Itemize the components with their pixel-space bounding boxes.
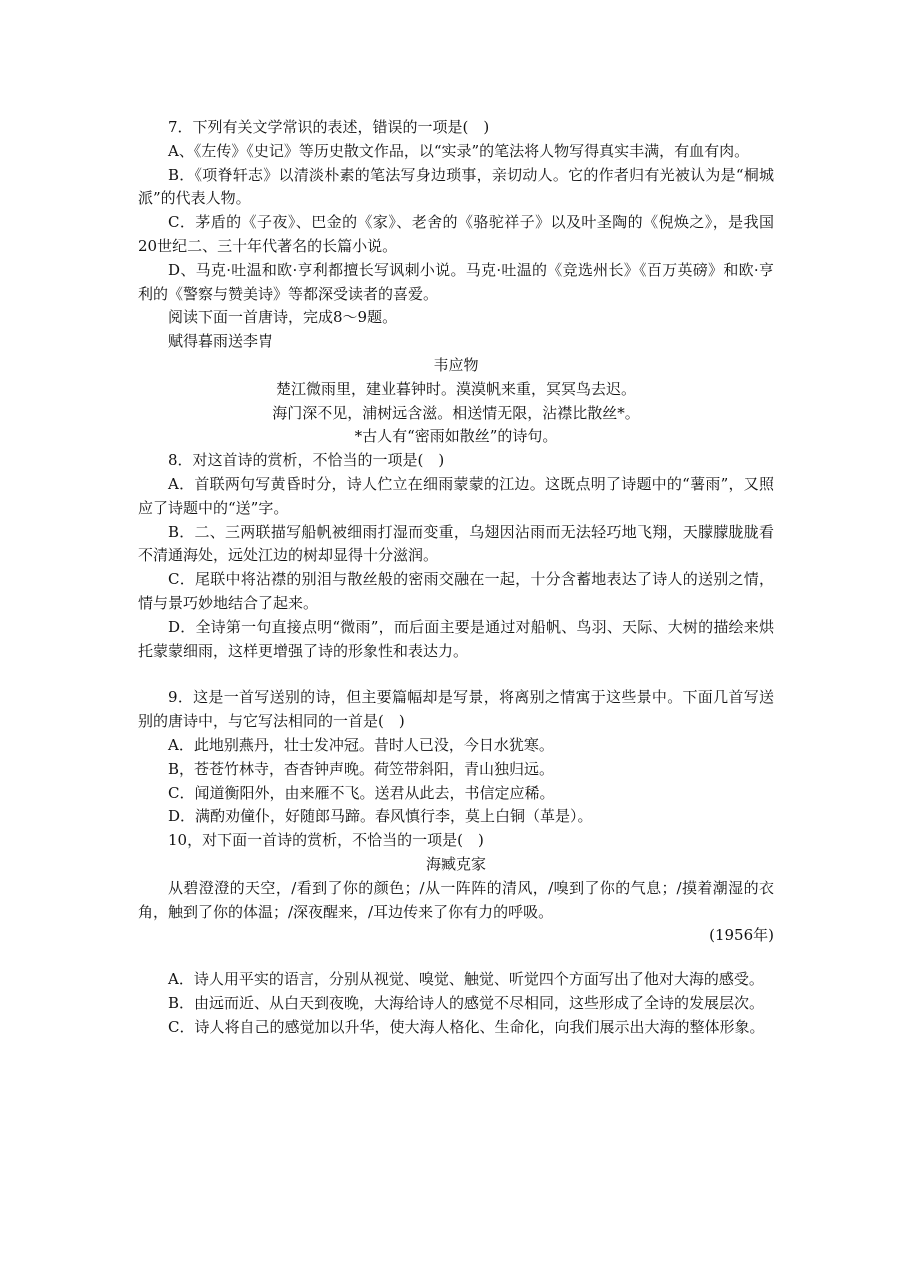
- q10-stem: 10，对下面一首诗的赏析，不恰当的一项是( ): [168, 831, 484, 850]
- q10-poem-body: 从碧澄澄的天空，/看到了你的颜色；/从一阵阵的清风，/嗅到了你的气息；/摸着潮湿的衣角，触到了你的体温；/深夜醒来，/耳边传来了你有力的呼吸。: [138, 878, 774, 921]
- spacer: [138, 948, 774, 968]
- poem-line-1: 楚江微雨里，建业暮钟时。漠漠帆来重，冥冥鸟去迟。: [275, 379, 636, 398]
- q10-option-b: B．由远而近、从白天到夜晚，大海给诗人的感觉不尽相同，这些形成了全诗的发展层次。: [168, 993, 765, 1012]
- q7-option-d: D、马克·吐温和欧·亨利都擅长写讽刺小说。马克·吐温的《竞选州长》《百万英磅》和欧·亨利的《警察与赞美诗》等都深受读者的喜爱。: [138, 260, 774, 303]
- q9-option-b: B，苍苍竹林寺，杳杳钟声晚。荷笠带斜阳，青山独归远。: [168, 759, 555, 778]
- q9-option-d: D．满酌劝僮仆，好随郎马蹄。春风慎行李，莫上白铜（革是）。: [168, 807, 593, 826]
- q10-poem-year: (1956年): [709, 926, 774, 945]
- q8-option-a: A．首联两句写黄昏时分，诗人伫立在细雨蒙蒙的江边。这既点明了诗题中的“薯雨”，又照应了诗题中的“送”字。: [138, 474, 774, 517]
- q9-stem: 9．这是一首写送别的诗，但主要篇幅却是写景，将离别之情寓于这些景中。下面几首写送别的唐诗中，与它写法相同的一首是( ): [138, 688, 774, 731]
- q7-option-a: A、《左传》《史记》等历史散文作品，以“实录”的笔法将人物写得真实丰满，有血有肉。: [168, 141, 750, 160]
- q9-option-c: C．闻道衡阳外，由来雁不飞。送君从此去，书信定应稀。: [168, 783, 555, 802]
- q8-option-c: C．尾联中将沾襟的别泪与散丝般的密雨交融在一起，十分含蓄地表达了诗人的送别之情，情与景巧妙地结合了起来。: [138, 570, 774, 612]
- spacer: [138, 663, 774, 686]
- q7-option-b: B．《项脊轩志》以清淡朴素的笔法写身边琐事，亲切动人。它的作者归有光被认为是“桐城派”的代表人物。: [138, 165, 774, 208]
- q8-option-d: D．全诗第一句直接点明“微雨”，而后面主要是通过对船帆、鸟羽、天际、大树的描绘来烘托蒙蒙细雨，这样更增强了诗的形象性和表达力。: [138, 617, 774, 660]
- q7-option-c: C．茅盾的《子夜》、巴金的《家》、老舍的《骆驼祥子》以及叶圣陶的《倪焕之》，是我国20世纪二、三十年代著名的长篇小说。: [138, 213, 774, 255]
- q8-stem: 8．对这首诗的赏析，不恰当的一项是( ): [168, 451, 445, 470]
- poem-author: 韦应物: [433, 355, 479, 374]
- poem-note: *古人有“密雨如散丝”的诗句。: [354, 427, 558, 446]
- q7-stem: 7．下列有关文学常识的表述，错误的一项是( ): [168, 118, 490, 136]
- document-page: [138, 116, 774, 1039]
- q9-option-a: A．此地别燕丹，壮士发冲冠。昔时人已没，今日水犹寒。: [168, 735, 554, 754]
- q10-option-c: C．诗人将自己的感觉加以升华，使大海人格化、生命化，向我们展示出大海的整体形象。: [168, 1017, 765, 1036]
- poem-title: 赋得暮雨送李胄: [168, 332, 274, 351]
- reading-intro: 阅读下面一首唐诗，完成8～9题。: [168, 308, 398, 327]
- q10-option-a: A．诗人用平实的语言，分别从视觉、嗅觉、触觉、听觉四个方面写出了他对大海的感受。: [168, 970, 764, 989]
- q10-poem-title: 海臧克家: [425, 854, 486, 873]
- poem-line-2: 海门深不见，浦树远含滋。相送情无限，沾襟比散丝*。: [272, 403, 640, 422]
- q8-option-b: B．二、三两联描写船帆被细雨打湿而变重，乌翅因沾雨而无法轻巧地飞翔，天朦朦胧胧看不清通海处，远处江边的树却显得十分滋润。: [138, 522, 774, 565]
